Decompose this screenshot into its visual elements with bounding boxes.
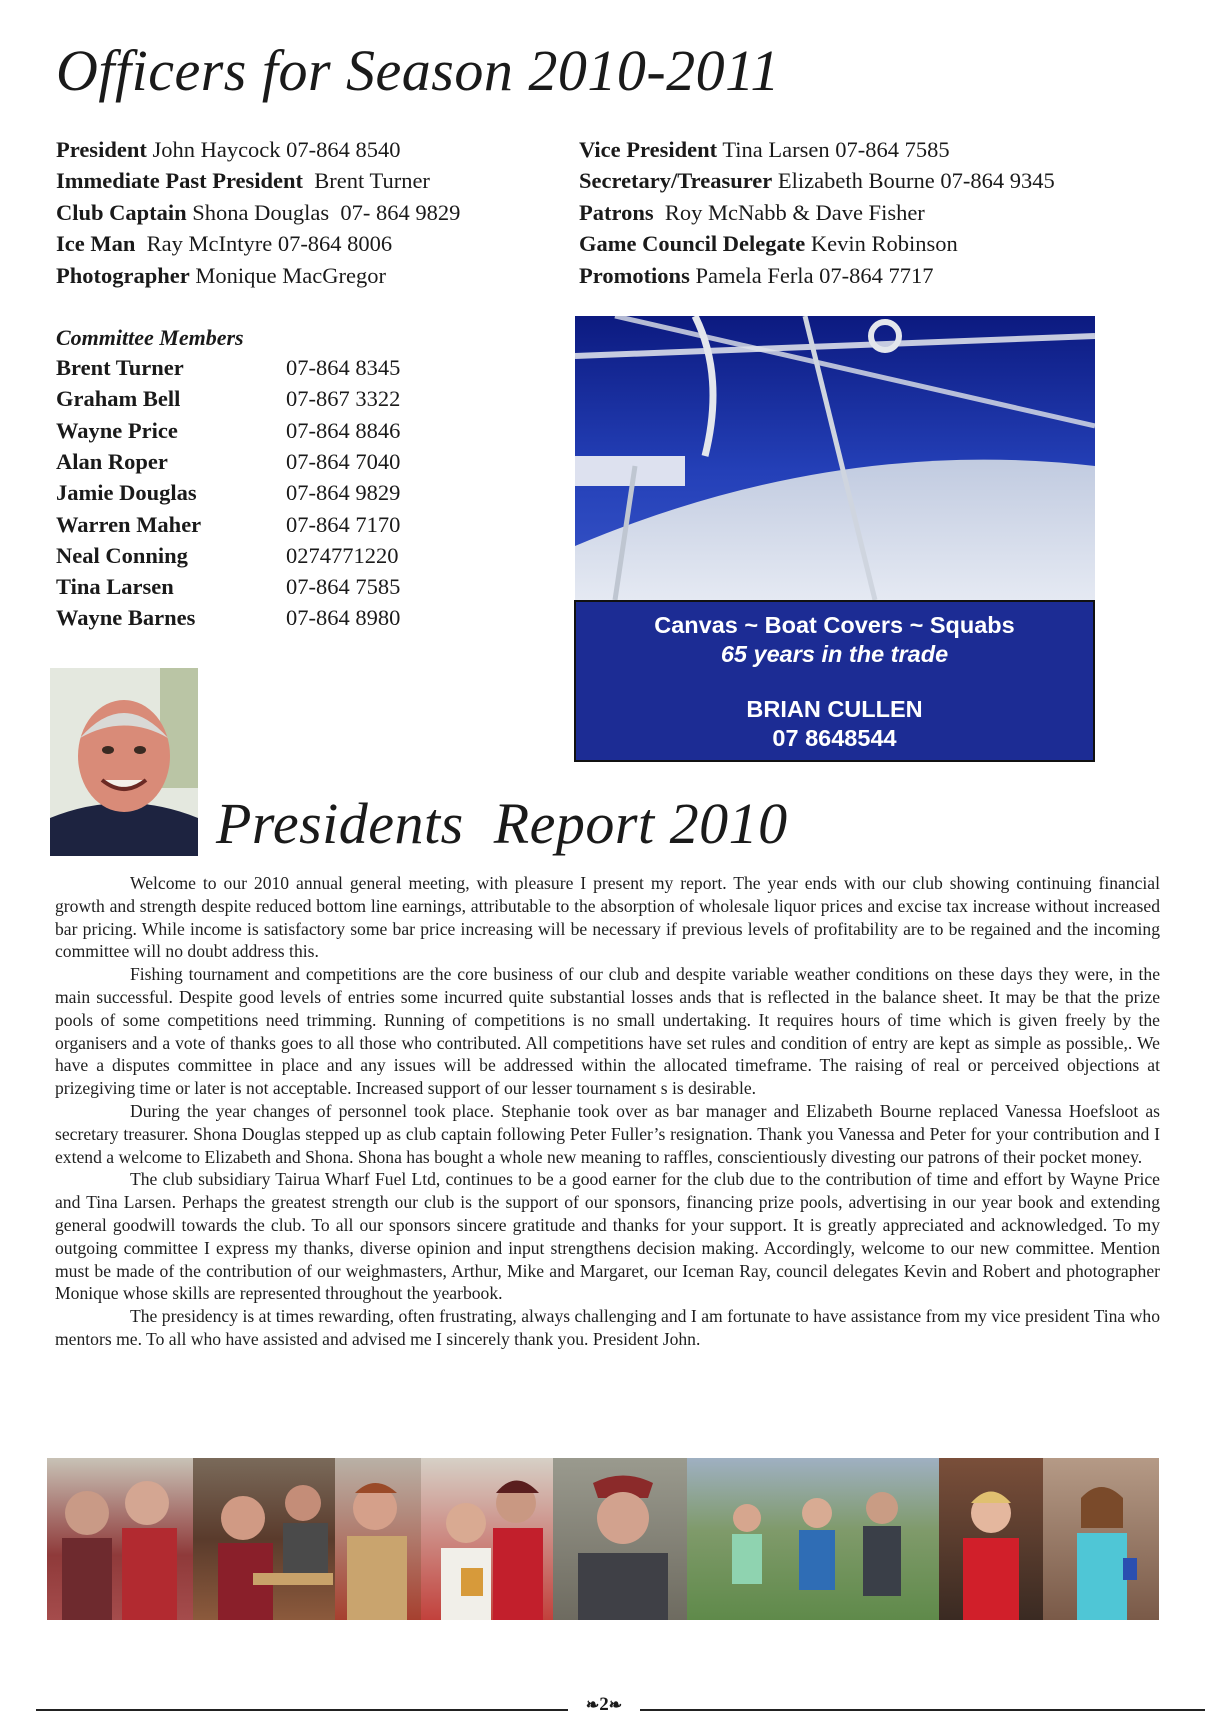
people-photo [553,1458,687,1620]
officer-row: Game Council Delegate Kevin Robinson [579,231,958,257]
photo-strip [47,1458,1159,1620]
officer-row: Patrons Roy McNabb & Dave Fisher [579,199,925,225]
photo-juniors-1 [687,1458,939,1620]
officer-row: Club Captain Shona Douglas 07- 864 9829 [56,199,461,225]
officer-row: Immediate Past President Brent Turner [56,168,430,194]
advert-photo [575,316,1095,600]
photo-juniors-3 [1043,1458,1159,1620]
photo-members-3 [335,1458,421,1620]
officer-row: Ice Man Ray McIntyre 07-864 8006 [56,231,393,257]
advert-contact-phone: 07 8648544 [772,725,897,751]
report-title: Presidents Report 2010 [216,791,788,856]
boat-canopy-illustration [575,316,1095,600]
page-number: ❧2❧ [585,1694,623,1715]
portrait-illustration [50,668,198,856]
people-photo [335,1458,421,1620]
officer-row: Promotions Pamela Ferla 07-864 7717 [579,262,934,288]
report-paragraph: During the year changes of personnel took place. Stephanie took over as bar manager and Elizabeth Bourne replaced Vanessa Hoefsloot as secretary treasurer. Shona Douglas stepped up as club captain following Peter Fuller’s resignation. Thank you Vanessa and Peter for your contribution and I extend a welcome to Elizabeth and Shona. Shona has bought a whole new meaning to raffles, conscientiously divesting our patrons of their pocket money. [55,1100,1160,1167]
advert-tagline: 65 years in the trade [720,641,949,667]
officer-row: Vice President Tina Larsen 07-864 7585 [579,137,950,162]
people-photo [1043,1458,1159,1620]
people-photo [421,1458,553,1620]
people-photo [939,1458,1043,1620]
footer-rule-left [36,1709,568,1711]
officer-row: President John Haycock 07-864 8540 [56,137,401,162]
advert-services: Canvas ~ Boat Covers ~ Squabs [654,612,1015,638]
photo-juniors-2 [939,1458,1043,1620]
officers-right [579,134,1055,291]
report-paragraph: Welcome to our 2010 annual general meeting, with pleasure I present my report. The year ends with our club showing continuing financial growth and strength despite reduced bottom line earnings, attributable to the absorption of wholesale liquor prices and excise tax increase without increased bar pricing. While income is satisfactory some bar price increasing will be necessary if previous levels of profitability are to be regained and the incoming committee will no doubt address this. [55,873,1160,962]
committee-list: Brent Turner 07-864 8345 Graham Bell 07-867 3322 Wayne Price 07-864 8846 Alan Roper 07-864 7040 Jamie Douglas 07-864 9829 Warren Maher 07-864 7170 Neal Conning 0274771220 Tina Larsen 07-864 7585 Wayne Barnes 07-864 8980 [56,355,401,631]
marlin-icon: ❧ [608,1697,623,1714]
people-photo [193,1458,335,1620]
committee-heading: Committee Members [56,325,244,350]
page-title: Officers for Season 2010-2011 [56,38,780,103]
report-body [55,872,1160,1351]
photo-members-5 [553,1458,687,1620]
photo-members-1 [47,1458,193,1620]
officer-row: Photographer Monique MacGregor [56,262,386,288]
marlin-icon: ❧ [585,1697,600,1714]
report-paragraph: The presidency is at times rewarding, often frustrating, always challenging and I am fortunate to have assistance from my vice president Tina who mentors me. To all who have assisted and advised me I sincerely thank you. President John. [55,1306,1160,1349]
president-portrait [50,668,198,856]
footer-rule-right [640,1709,1205,1711]
photo-members-4 [421,1458,553,1620]
people-photo [47,1458,193,1620]
photo-members-2 [193,1458,335,1620]
report-paragraph: Fishing tournament and competitions are the core business of our club and despite variable weather conditions on these days they were, in the main successful. Despite good levels of entries some incurred quite substantial losses ands that is reflected in the balance sheet. It may be that the prize pools of some competitions need trimming. Running of competitions is no small undertaking. It requires hours of time which is given freely by the organisers and a vote of thanks goes to all those who contributed. All competitions have set rules and condition of entry are kept as simple as possible,. We have a disputes committee in place and any issues will be addressed within the allocated timeframe. The raising of real or perceived objections at prizegiving time or later is not acceptable. Increased support of our lesser tournament s is desirable. [55,964,1160,1099]
people-photo [687,1458,939,1620]
report-paragraph: The club subsidiary Tairua Wharf Fuel Ltd, continues to be a good earner for the club due to the contribution of time and effort by Wayne Price and Tina Larsen. Perhaps the greatest strength our club is the support of our sponsors, financing prize pools, advertising in our year book and extending general goodwill towards the club. To all our sponsors sincere gratitude and thanks for your support. It is greatly appreciated and acknowledged. To my outgoing committee I express my thanks, diverse opinion and input strengthens decision making. Accordingly, welcome to our new committee. Mention must be made of the contribution of our weighmasters, Arthur, Mike and Margaret, our Iceman Ray, council delegates Kevin and Robert and photographer Monique whose skills are represented throughout the yearbook. [55,1169,1160,1304]
officer-row: Secretary/Treasurer Elizabeth Bourne 07-864 9345 [579,168,1055,194]
advert-panel [574,600,1095,762]
advert-contact-name: BRIAN CULLEN [746,696,923,722]
officers-left [56,134,460,291]
